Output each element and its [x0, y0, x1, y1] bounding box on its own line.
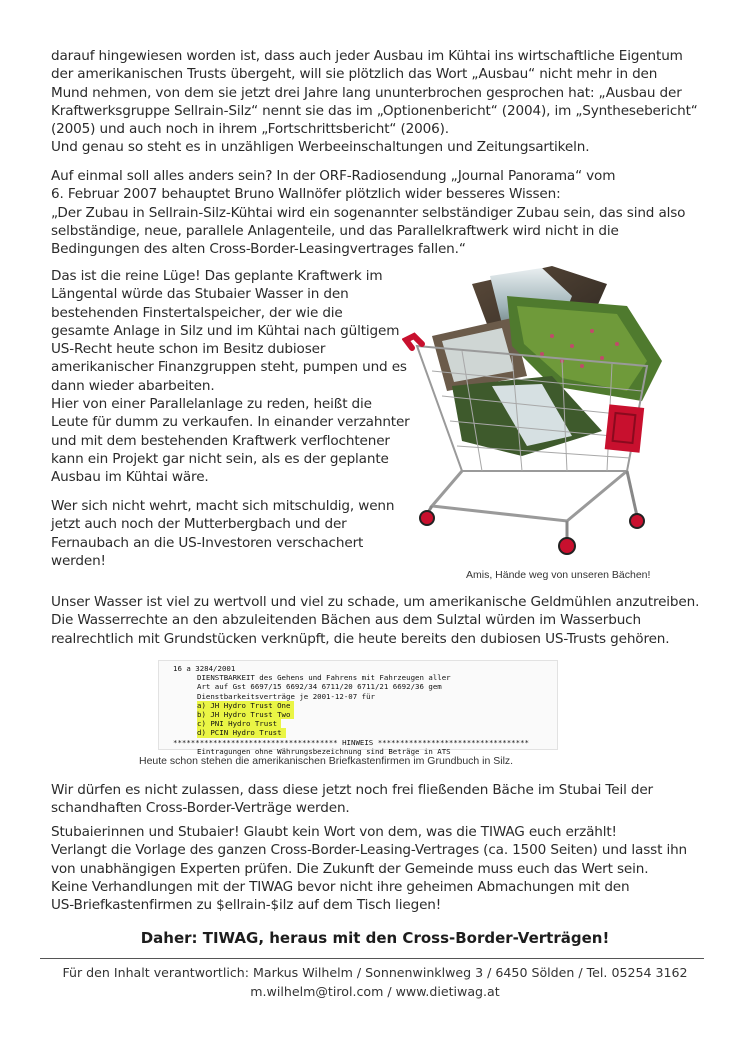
text-line: „Der Zubau in Sellrain-Silz-Kühtai wird ein sogenannter selbständiger Zubau sein, das sind also [51, 204, 686, 221]
text-line: Längental würde das Stubaier Wasser in den [51, 286, 349, 303]
shopping-cart-illustration [402, 266, 672, 566]
text-line: schandhaften Cross-Border-Verträge werden. [51, 800, 350, 817]
scan-hinweis-line: ************************************* HINWEIS ********************************** [173, 737, 529, 747]
scan-note: Eintragungen ohne Währungsbezeichnung sind Beträge in ATS [197, 746, 451, 756]
text-line: Stubaierinnen und Stubaier! Glaubt kein Wort von dem, was die TIWAG euch erzählt! [51, 824, 617, 840]
text-line: gesamte Anlage in Silz und im Kühtai nach gültigem [51, 322, 400, 339]
slogan-heading: Daher: TIWAG, heraus mit den Cross-Border-Verträgen! [140, 929, 610, 947]
trust-entry: c) PNI Hydro Trust [197, 719, 281, 728]
text-line: kann ein Projekt gar nicht sein, als es der geplante [51, 450, 389, 467]
trust-entry: d) PCIN Hydro Trust [197, 728, 286, 737]
text-line: jetzt auch noch der Mutterbergbach und der [51, 516, 347, 533]
scan-line: Dienstbarkeitsverträge je 2001-12-07 für [197, 691, 375, 701]
text-line: Auf einmal soll alles anders sein? In der ORF-Radiosendung „Journal Panorama“ vom [51, 168, 616, 184]
paragraph-wasser [51, 593, 701, 648]
text-line: Und genau so steht es in unzähligen Werbeeinschaltungen und Zeitungsartikeln. [51, 139, 590, 156]
scan-line: Art auf Gst 6697/15 6692/34 6711/20 6711/21 6692/36 gem [197, 682, 442, 692]
paragraph-ausbau [51, 47, 701, 157]
text-line: selbständige, neue, parallele Anlagenteile, und das Parallelkraftwerk wird nicht in die [51, 222, 619, 239]
text-line: werden! [51, 552, 106, 569]
text-line: Mund nehmen, von dem sie jetzt drei Jahre lang ununterbrochen gesprochen hat: „Ausbau der [51, 84, 682, 101]
footer-contact-links[interactable]: m.wilhelm@tirol.com / www.dietiwag.at [250, 984, 500, 999]
trust-entry: a) JH Hydro Trust One [197, 701, 294, 710]
trust-entry: b) JH Hydro Trust Two [197, 710, 294, 719]
text-line: Die Wasserrechte an den abzuleitenden Bächen aus dem Sulztal würden im Wasserbuch [51, 612, 641, 629]
text-line: amerikanischer Finanzgruppen steht, pumpen und es [51, 359, 407, 376]
text-line: Hier von einer Parallelanlage zu reden, heißt die [51, 396, 372, 413]
text-line: bestehenden Finstertalspeicher, der wie die [51, 304, 343, 321]
text-line: Fernaubach an die US-Investoren verschachert [51, 534, 364, 551]
paragraph-appell [51, 823, 701, 914]
text-line: Verlangt die Vorlage des ganzen Cross-Border-Leasing-Vertrages (ca. 1500 Seiten) und lasst ihn [51, 842, 688, 859]
text-line: Kraftwerksgruppe Sellrain-Silz“ nennt sie das im „Optionenbericht“ (2004), im „Synthesebericht“ [51, 102, 698, 119]
text-line: Keine Verhandlungen mit der TIWAG bevor nicht ihre geheimen Abmachungen mit den [51, 878, 630, 895]
footer-divider [40, 958, 704, 959]
paragraph-orf-quote [51, 167, 701, 258]
text-line: der amerikanischen Trusts übergeht, will sie plötzlich das Wort „Ausbau“ nicht mehr in den [51, 66, 658, 83]
text-line: (2005) und auch noch in ihrem „Fortschrittsbericht“ (2006). [51, 121, 449, 138]
photo-caption: Amis, Hände weg von unseren Bächen! [466, 569, 651, 581]
text-line: Wir dürfen es nicht zulassen, dass diese jetzt noch frei fließenden Bäche im Stubai Teil der [51, 782, 653, 798]
text-line: US-Briefkastenfirmen zu $ellrain-$ilz auf dem Tisch liegen! [51, 897, 442, 914]
text-line: US-Recht heute schon im Besitz dubioser [51, 341, 326, 358]
text-line: Unser Wasser ist viel zu wertvoll und viel zu schade, um amerikanische Geldmühlen anzutreiben. [51, 594, 700, 610]
text-line: und mit dem bestehenden Kraftwerk verflochtener [51, 432, 390, 449]
shopping-cart-photo [402, 266, 672, 566]
grundbuch-excerpt [158, 660, 558, 756]
paragraph-luege [51, 267, 410, 487]
text-line: von unabhängigen Experten prüfen. Die Zukunft der Gemeinde muss euch das Wert sein. [51, 860, 649, 877]
scan-hinweis: HINWEIS [342, 737, 374, 747]
scan-line: 16 a 3284/2001 [173, 664, 236, 673]
paragraph-nicht-zulassen [51, 781, 701, 818]
text-line: realrechtlich mit Grundstücken verknüpft, die heute bereits den dubiosen US-Trusts gehören. [51, 630, 670, 647]
scan-line: DIENSTBARKEIT des Gehens und Fahrens mit Fahrzeugen aller [197, 673, 451, 683]
text-line: 6. Februar 2007 behauptet Bruno Wallnöfer plötzlich wider besseres Wissen: [51, 186, 561, 203]
text-line: Ausbau im Kühtai wäre. [51, 469, 209, 486]
text-line: Leute für dumm zu verkaufen. In einander verzahnter [51, 414, 410, 431]
text-line: darauf hingewiesen worden ist, dass auch jeder Ausbau im Kühtai ins wirtschaftliche Eigentum [51, 48, 683, 64]
scan-caption: Heute schon stehen die amerikanischen Briefkastenfirmen im Grundbuch in Silz. [139, 755, 514, 767]
text-line: Das ist die reine Lüge! Das geplante Kraftwerk im [51, 268, 383, 284]
text-line: Bedingungen des alten Cross-Border-Leasingvertrages fallen.“ [51, 241, 466, 258]
paragraph-mitschuldig [51, 497, 396, 570]
footer [0, 963, 750, 1001]
text-line: dann wieder abarbeiten. [51, 377, 215, 394]
footer-responsible: Für den Inhalt verantwortlich: Markus Wilhelm / Sonnenwinklweg 3 / 6450 Sölden / Tel. 05254 3162 [62, 965, 688, 980]
text-line: Wer sich nicht wehrt, macht sich mitschuldig, wenn [51, 498, 395, 514]
